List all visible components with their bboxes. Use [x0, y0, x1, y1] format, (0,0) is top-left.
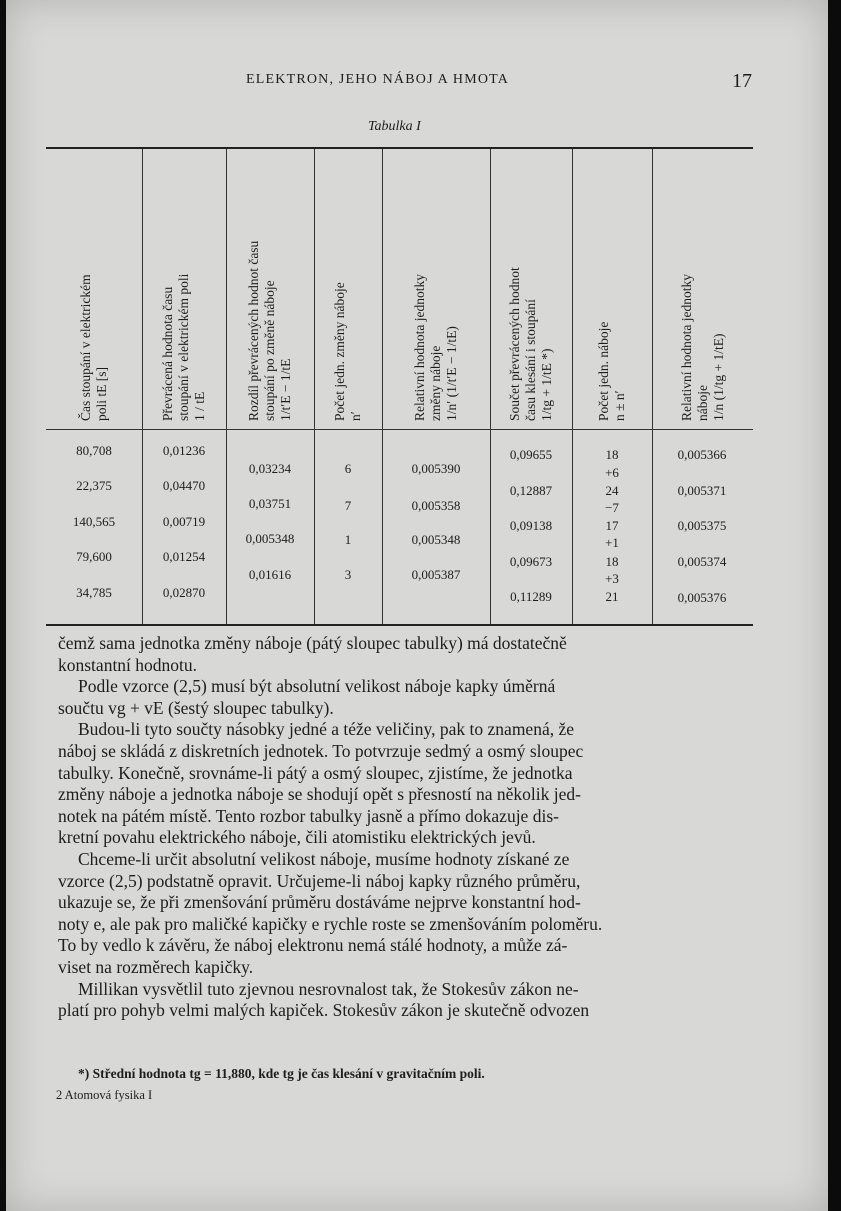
header-divider — [46, 429, 753, 430]
text-line: notek na pátém místě. Tento rozbor tabulky jasně a přímo dokazuje dis- — [58, 805, 559, 826]
cell-diff: 0,03751 — [248, 496, 292, 511]
column-header-line: Relativní hodnota jednotky — [412, 274, 427, 421]
cell-n: 21 — [605, 589, 619, 604]
cell-n: 18 — [605, 447, 619, 462]
column-header — [46, 149, 142, 429]
text-line: součtu vg + vE (šestý sloupec tabulky). — [58, 697, 334, 718]
cell-rel-change: 0,005358 — [411, 498, 461, 513]
running-head: ELEKTRON, JEHO NÁBOJ A HMOTA — [246, 72, 510, 87]
cell-sum: 0,09673 — [509, 554, 553, 569]
text-line: viset na rozměrech kapičky. — [58, 956, 254, 977]
text-line: změny náboje a jednotka náboje se shodují opět s přesností na několik jed- — [58, 784, 581, 805]
cell-t-e: 34,785 — [76, 585, 112, 600]
sheet-signature: 2 Atomová fysika I — [56, 1088, 153, 1102]
text-line: tabulky. Konečně, srovnáme-li pátý a osmý sloupec, zjistíme, že jednotka — [58, 762, 573, 783]
column-header — [314, 149, 382, 429]
book-page — [6, 0, 828, 1211]
text-line: noty e, ale pak pro maličké kapičky e rychle roste se zmenšováním poloměru. — [58, 913, 603, 934]
cell-n-prime: 3 — [344, 567, 352, 582]
text-line: kretní povahu elektrického náboje, čili atomistiku elektrických jevů. — [58, 827, 536, 848]
text-line: Chceme-li určit absolutní velikost náboje, musíme hodnoty získané ze — [78, 848, 570, 869]
cell-diff: 0,01616 — [248, 567, 292, 582]
cell-unit: 0,005374 — [677, 554, 727, 569]
cell-inv-t-e: 0,01254 — [162, 549, 206, 564]
cell-n-prime: 1 — [344, 532, 352, 547]
cell-inv-t-e: 0,02870 — [162, 585, 206, 600]
cell-n: 17 — [605, 518, 619, 533]
column-header-line: Počet jedn. náboje — [596, 321, 611, 421]
cell-change: +1 — [605, 535, 619, 550]
cell-change: +6 — [605, 465, 619, 480]
column-header — [490, 149, 572, 429]
cell-t-e: 79,600 — [76, 549, 112, 564]
column-header-line: změny náboje — [428, 345, 443, 421]
cell-unit: 0,005376 — [677, 590, 727, 605]
table-caption: Tabulka I — [368, 119, 421, 134]
cell-inv-t-e: 0,00719 — [162, 514, 206, 529]
column-header — [226, 149, 314, 429]
column-header-formula: n′ — [348, 411, 363, 421]
text-line: platí pro pohyb velmi malých kapiček. Stokesův zákon je skutečně odvozen — [58, 1000, 590, 1021]
text-line: vzorce (2,5) podstatně opravit. Určujeme-li náboj kapky různého průměru, — [58, 870, 581, 891]
cell-change: +3 — [605, 571, 619, 586]
column-header-line: Počet jedn. změny náboje — [332, 282, 347, 421]
cell-unit: 0,005375 — [677, 518, 727, 533]
page-header — [6, 70, 828, 90]
cell-diff: 0,03234 — [248, 461, 292, 476]
cell-n-prime: 6 — [344, 461, 352, 476]
text-line: konstantní hodnotu. — [58, 654, 198, 675]
text-line: čemž sama jednotka změny náboje (pátý sloupec tabulky) má dostatečně — [58, 633, 567, 653]
cell-t-e: 140,565 — [72, 514, 116, 529]
column-header-line: náboje — [694, 385, 710, 421]
cell-n-prime: 7 — [344, 498, 352, 513]
column-header — [382, 149, 490, 429]
column-header-formula: 1/n (1/tg + 1/tE) — [710, 333, 726, 421]
column-header-formula: n ± n′ — [612, 390, 627, 421]
column-header-line: Rozdíl převrácených hodnot času — [246, 240, 261, 421]
column-header-line: času klesání i stoupání — [523, 299, 538, 421]
column-header-formula: 1 / tE — [192, 391, 207, 421]
cell-unit: 0,005366 — [677, 447, 727, 462]
cell-n: 24 — [605, 483, 619, 498]
column-header — [652, 149, 753, 429]
column-header-line: Relativní hodnota jednotky — [678, 274, 694, 421]
text-line: ukazuje se, že při zmenšování průměru dostáváme nejprve konstantní hod- — [58, 892, 581, 913]
column-header-line: stoupání v elektrickém poli — [176, 273, 191, 421]
cell-change: −7 — [605, 500, 619, 515]
cell-sum: 0,11289 — [510, 589, 552, 604]
text-line: Millikan vysvětlil tuto zjevnou nesrovnalost tak, že Stokesův zákon ne- — [78, 978, 579, 999]
cell-rel-change: 0,005387 — [411, 567, 461, 582]
cell-t-e: 22,375 — [76, 478, 112, 493]
column-header-line: poli tE [s] — [94, 367, 109, 421]
cell-n: 18 — [605, 554, 619, 569]
text-line: Podle vzorce (2,5) musí být absolutní velikost náboje kapky úměrná — [78, 676, 556, 697]
column-header-line: stoupání po změně náboje — [262, 280, 277, 421]
column-header-formula: 1/t′E − 1/tE — [278, 358, 293, 421]
data-table — [46, 147, 753, 626]
column-header-line: Čas stoupání v elektrickém — [78, 274, 93, 421]
column-header — [572, 149, 652, 429]
column-header-formula: 1/tg + 1/tE *) — [539, 348, 554, 421]
body-text — [58, 633, 758, 1022]
cell-rel-change: 0,005390 — [411, 461, 461, 476]
cell-sum: 0,12887 — [509, 483, 553, 498]
column-header-line: Převrácená hodnota času — [160, 286, 175, 421]
cell-unit: 0,005371 — [677, 483, 727, 498]
cell-inv-t-e: 0,01236 — [162, 443, 206, 458]
text-line: To by vedlo k závěru, že náboj elektronu nemá stálé hodnoty, a může zá- — [58, 935, 568, 956]
column-header-line: Součet převrácených hodnot — [507, 267, 522, 421]
cell-inv-t-e: 0,04470 — [162, 478, 206, 493]
column-header-formula: 1/n′ (1/t′E − 1/tE) — [444, 326, 459, 421]
cell-sum: 0,09138 — [509, 518, 553, 533]
cell-rel-change: 0,005348 — [411, 532, 461, 547]
cell-diff: 0,005348 — [245, 531, 295, 546]
footnote: *) Střední hodnota tg = 11,880, kde tg je čas klesání v gravitačním poli. — [78, 1066, 485, 1081]
cell-sum: 0,09655 — [509, 447, 553, 462]
page-number: 17 — [732, 70, 752, 92]
text-line: Budou-li tyto součty násobky jedné a téže veličiny, pak to znamená, že — [78, 719, 574, 740]
column-header — [142, 149, 226, 429]
text-line: náboj se skládá z diskretních jednotek. To potvrzuje sedmý a osmý sloupec — [58, 740, 584, 761]
cell-t-e: 80,708 — [76, 443, 112, 458]
